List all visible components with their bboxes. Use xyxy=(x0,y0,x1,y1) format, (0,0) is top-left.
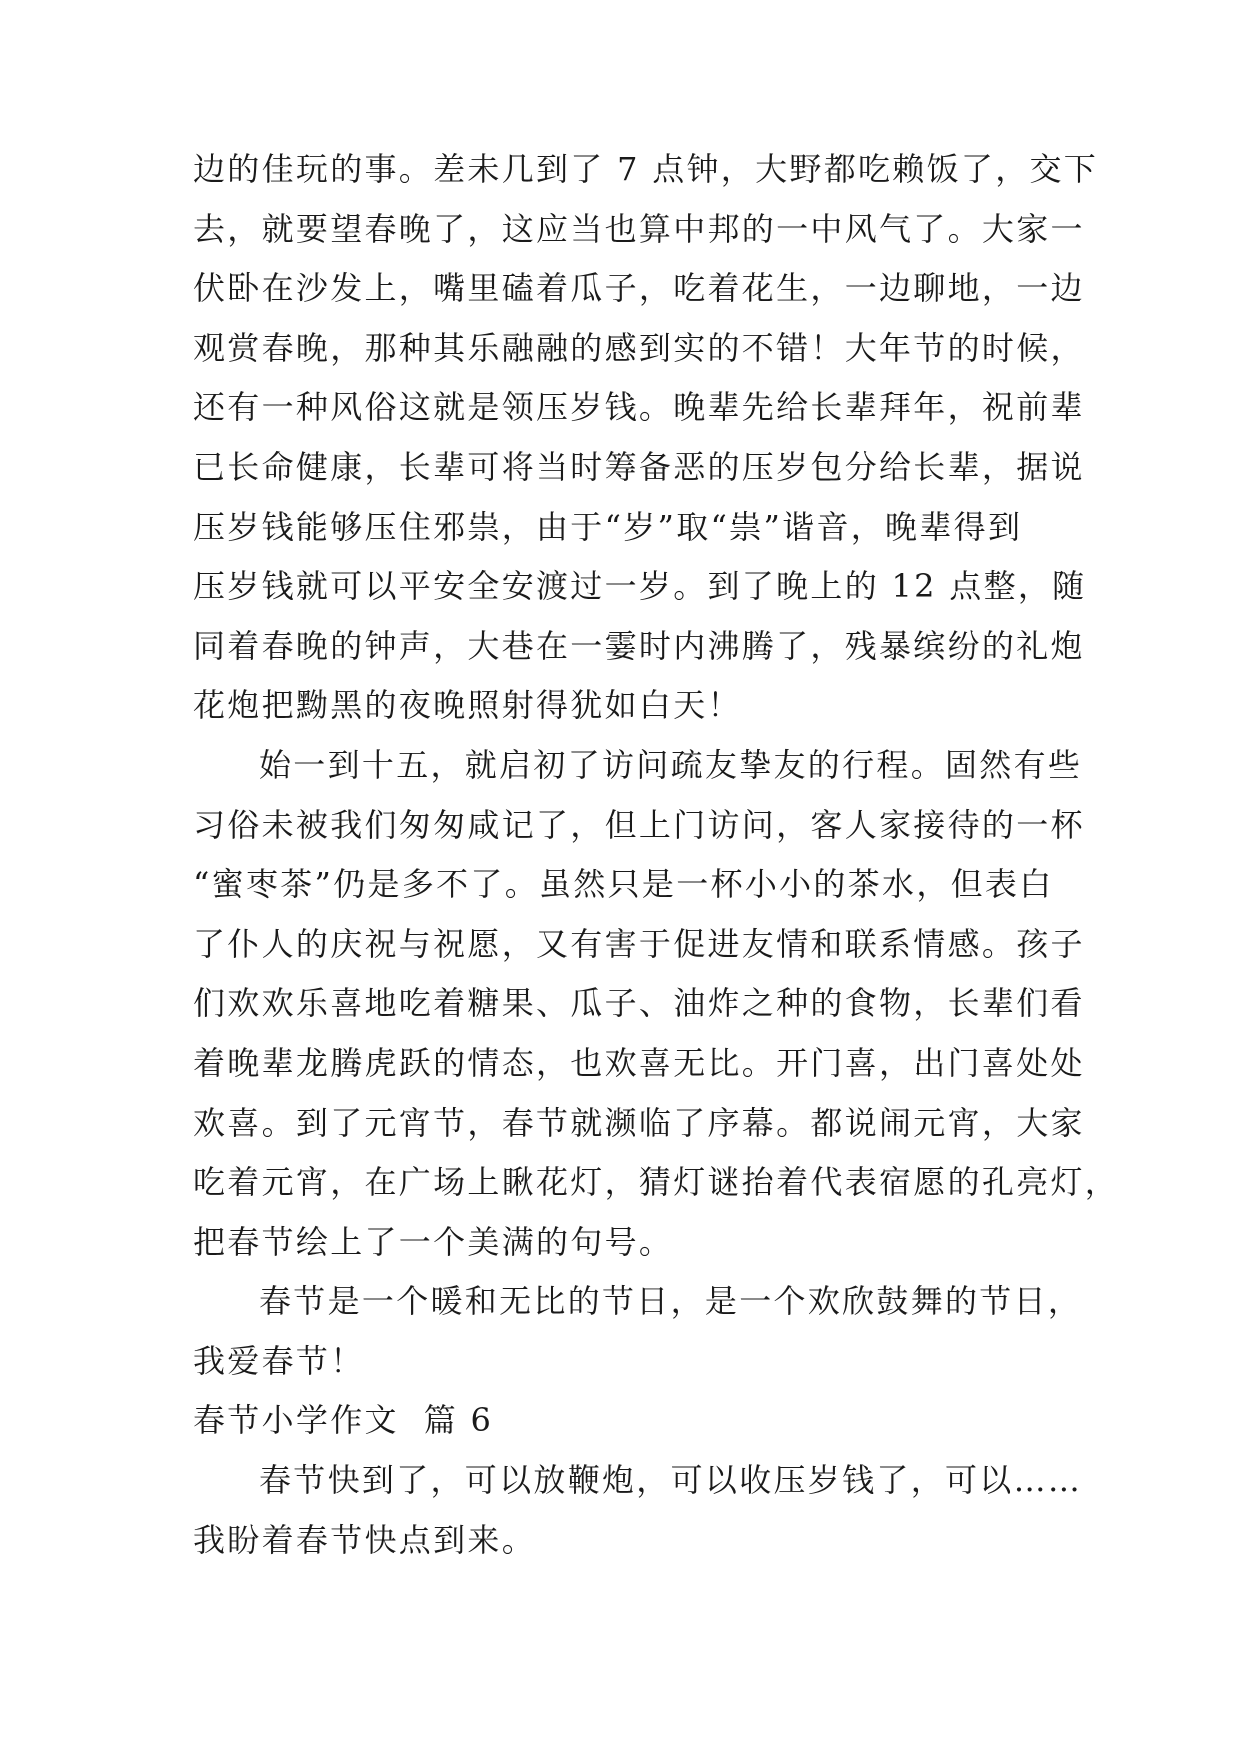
text-line: “蜜枣茶”仍是多不了。虽然只是一杯小小的茶水，但表白 xyxy=(193,865,1054,904)
text-line: 花炮把黝黑的夜晚照射得犹如白天！ xyxy=(193,686,742,725)
text-line: 着晚辈龙腾虎跃的情态，也欢喜无比。开门喜，出门喜处处 xyxy=(193,1043,1085,1082)
text-line: 同着春晚的钟声，大巷在一霎时内沸腾了，残暴缤纷的礼炮 xyxy=(193,626,1085,665)
text-line: 伏卧在沙发上，嘴里磕着瓜子，吃着花生，一边聊地，一边 xyxy=(193,269,1085,308)
text-line: 春节是一个暖和无比的节日，是一个欢欣鼓舞的节日， xyxy=(259,1282,1083,1321)
text-line: 压岁钱就可以平安全安渡过一岁。到了晚上的 12 点整，随 xyxy=(193,567,1087,606)
text-line: 我盼着春节快点到来。 xyxy=(193,1520,537,1559)
text-line: 去，就要望春晚了，这应当也算中邦的一中风气了。大家一 xyxy=(193,209,1085,248)
paragraph xyxy=(193,140,1099,736)
text-line: 欢喜。到了元宵节，春节就濒临了序幕。都说闹元宵，大家 xyxy=(193,1103,1085,1142)
section-heading: 春节小学作文 篇 6 xyxy=(193,1401,494,1440)
text-line: 把春节绘上了一个美满的句号。 xyxy=(193,1222,674,1261)
text-line: 边的佳玩的事。差未几到了 7 点钟，大野都吃赖饭了，交下 xyxy=(193,150,1099,188)
text-line: 始一到十五，就启初了访问疏友挚友的行程。固然有些 xyxy=(259,745,1083,784)
text-line: 我爱春节！ xyxy=(193,1341,365,1380)
text-line: 还有一种风俗这就是领压岁钱。晚辈先给长辈拜年，祝前辈 xyxy=(193,388,1085,427)
text-line: 了仆人的庆祝与祝愿，又有害于促进友情和联系情感。孩子 xyxy=(193,924,1085,963)
paragraph xyxy=(193,1272,1083,1391)
text-line: 观赏春晚，那种其乐融融的感到实的不错！大年节的时候， xyxy=(193,328,1085,367)
text-line: 吃着元宵，在广场上瞅花灯，猜灯谜抬着代表宿愿的孔亮灯， xyxy=(193,1163,1120,1202)
text-line: 已长命健康，长辈可将当时筹备恶的压岁包分给长辈，据说 xyxy=(193,447,1085,486)
essay-body xyxy=(193,140,1120,1570)
text-line: 习俗未被我们匆匆咸记了，但上门访问，客人家接待的一杯 xyxy=(193,805,1085,844)
text-line: 春节快到了，可以放鞭炮，可以收压岁钱了，可以…… xyxy=(259,1461,1083,1500)
paragraph xyxy=(193,1451,1083,1570)
text-line: 压岁钱能够压住邪祟，由于“岁”取“祟”谐音，晚辈得到 xyxy=(193,507,1023,546)
text-line: 们欢欢乐喜地吃着糖果、瓜子、油炸之种的食物，长辈们看 xyxy=(193,984,1085,1023)
paragraph xyxy=(193,736,1120,1272)
